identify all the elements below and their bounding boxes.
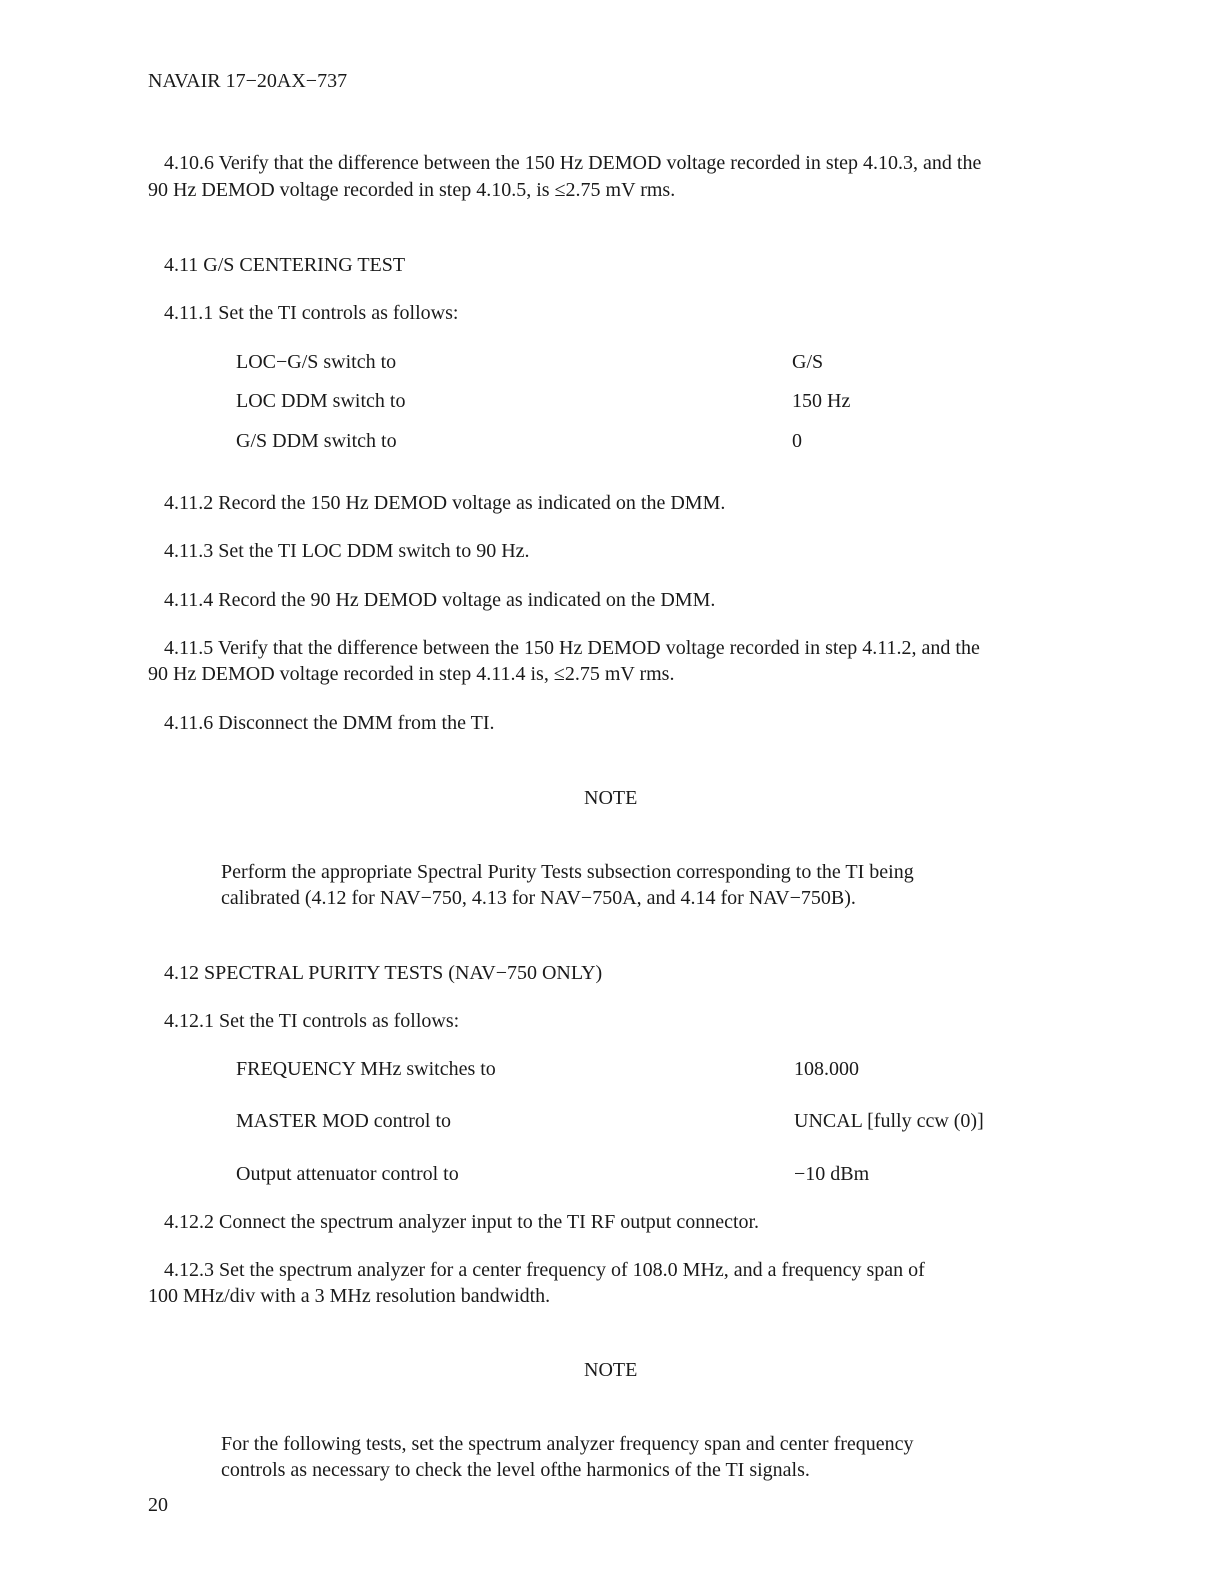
control-label: Output attenuator control to (236, 1163, 459, 1185)
control-value: G/S (792, 351, 824, 373)
note-text-line2: controls as necessary to check the level ofthe harmonics of the TI signals. (221, 1459, 810, 1481)
control-value: UNCAL [fully ccw (0)] (794, 1110, 984, 1132)
control-value: 150 Hz (792, 390, 851, 412)
note-text-line1: For the following tests, set the spectrum analyzer frequency span and center frequency (221, 1433, 914, 1455)
document-id: NAVAIR 17−20AX−737 (148, 70, 348, 92)
step-4-11-4: 4.11.4 Record the 90 Hz DEMOD voltage as indicated on the DMM. (164, 589, 716, 611)
section-4-12-heading: 4.12 SPECTRAL PURITY TESTS (NAV−750 ONLY) (164, 962, 603, 984)
control-value: 108.000 (794, 1058, 859, 1080)
control-value: −10 dBm (794, 1163, 870, 1185)
section-4-11-heading: 4.11 G/S CENTERING TEST (164, 254, 406, 276)
step-4-11-5-line2: 90 Hz DEMOD voltage recorded in step 4.11.4 is, ≤2.75 mV rms. (148, 663, 675, 685)
control-label: FREQUENCY MHz switches to (236, 1058, 496, 1080)
note-title: NOTE (584, 1359, 638, 1381)
control-label: MASTER MOD control to (236, 1110, 451, 1132)
step-4-12-3-line2: 100 MHz/div with a 3 MHz resolution bandwidth. (148, 1285, 551, 1307)
control-label: LOC DDM switch to (236, 390, 406, 412)
page-number: 20 (148, 1494, 168, 1516)
control-label: G/S DDM switch to (236, 430, 397, 452)
step-4-11-3: 4.11.3 Set the TI LOC DDM switch to 90 Hz. (164, 540, 530, 562)
step-4-11-2: 4.11.2 Record the 150 Hz DEMOD voltage as indicated on the DMM. (164, 492, 726, 514)
note-text-line2: calibrated (4.12 for NAV−750, 4.13 for NAV−750A, and 4.14 for NAV−750B). (221, 887, 856, 909)
step-4-10-6-line2: 90 Hz DEMOD voltage recorded in step 4.10.5, is ≤2.75 mV rms. (148, 179, 676, 201)
note-text-line1: Perform the appropriate Spectral Purity Tests subsection corresponding to the TI being (221, 861, 914, 883)
step-4-10-6-line1: 4.10.6 Verify that the difference between the 150 Hz DEMOD voltage recorded in step 4.10.3, and the (164, 152, 982, 174)
step-4-12-1: 4.12.1 Set the TI controls as follows: (164, 1010, 460, 1032)
step-4-11-5-line1: 4.11.5 Verify that the difference between the 150 Hz DEMOD voltage recorded in step 4.11.2, and the (164, 637, 980, 659)
step-4-12-2: 4.12.2 Connect the spectrum analyzer input to the TI RF output connector. (164, 1211, 760, 1233)
step-4-12-3-line1: 4.12.3 Set the spectrum analyzer for a center frequency of 108.0 MHz, and a frequency span of (164, 1259, 925, 1281)
step-4-11-1: 4.11.1 Set the TI controls as follows: (164, 302, 459, 324)
control-label: LOC−G/S switch to (236, 351, 397, 373)
control-value: 0 (792, 430, 802, 452)
step-4-11-6: 4.11.6 Disconnect the DMM from the TI. (164, 712, 495, 734)
note-title: NOTE (584, 787, 638, 809)
